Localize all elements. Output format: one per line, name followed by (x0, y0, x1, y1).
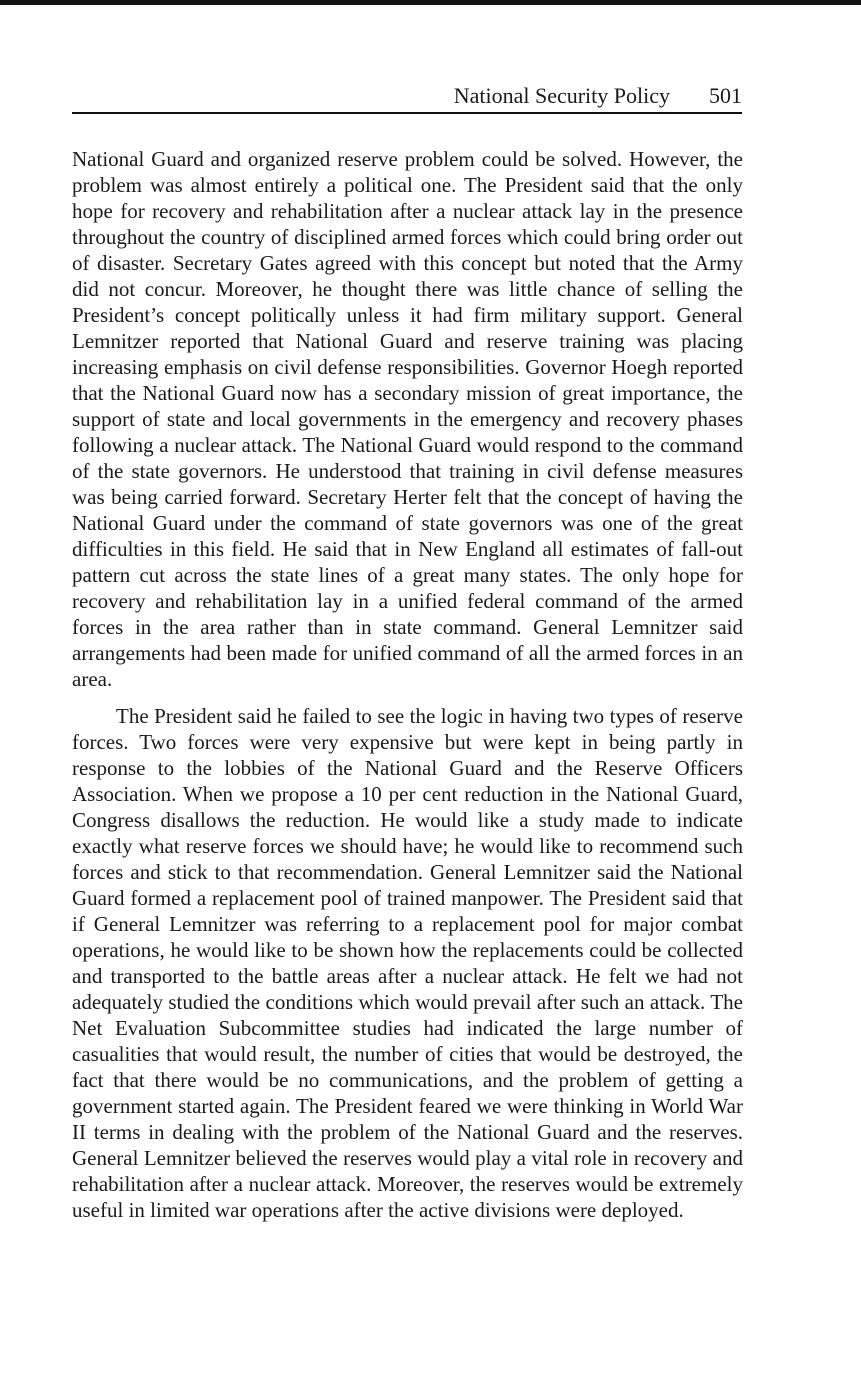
running-title: National Security Policy (453, 83, 670, 108)
paragraph-1: National Guard and organized reserve problem could be solved. However, the problem was almost entirely a political one. The President said that the only hope for recovery and rehabilitation after a nuclear attack lay in the presence throughout the country of disciplined armed forces which could bring order out of disaster. Secretary Gates agreed with this concept but noted that the Army did not concur. Moreover, he thought there was little chance of selling the President’s concept politically unless it had firm military support. General Lemnitzer reported that National Guard and reserve training was placing increasing emphasis on civil defense responsibilities. Governor Hoegh reported that the National Guard now has a secondary mission of great importance, the support of state and local governments in the emergency and recovery phases following a nuclear attack. The National Guard would respond to the command of the state governors. He understood that training in civil defense measures was being carried forward. Secretary Herter felt that the concept of having the National Guard under the command of state governors was one of the great difficulties in this field. He said that in New England all estimates of fall-out pattern cut across the state lines of a great many states. The only hope for recovery and rehabilitation lay in a unified federal command of the armed forces in the area rather than in state command. General Lemnitzer said arrangements had been made for unified command of all the armed forces in an area. (72, 147, 743, 691)
paragraph-2: The President said he failed to see the logic in having two types of reserve forces. Two forces were very expensive but were kept in being partly in response to the lobbies of the National Guard and the Reserve Officers Association. When we propose a 10 per cent reduction in the National Guard, Congress disallows the reduction. He would like a study made to indicate exactly what reserve forces we should have; he would like to recommend such forces and stick to that recommendation. General Lemnitzer said the National Guard formed a replacement pool of trained manpower. The President said that if General Lemnitzer was referring to a replacement pool for major combat operations, he would like to be shown how the replacements could be collected and transported to the battle areas after a nuclear attack. He felt we had not adequately studied the conditions which would prevail after such an attack. The Net Evaluation Subcommittee studies had indicated the large number of casualities that would result, the number of cities that would be destroyed, the fact that there would be no communications, and the problem of getting a government started again. The President feared we were thinking in World War II terms in dealing with the problem of the National Guard and the reserves. General Lemnitzer believed the reserves would play a vital role in recovery and rehabilitation after a nuclear attack. Moreover, the reserves would be extremely useful in limited war operations after the active divisions were deployed. (72, 704, 743, 1222)
running-header (72, 82, 742, 114)
body-text (72, 146, 743, 1234)
page-top-edge (0, 0, 861, 5)
page-number: 501 (709, 83, 742, 108)
